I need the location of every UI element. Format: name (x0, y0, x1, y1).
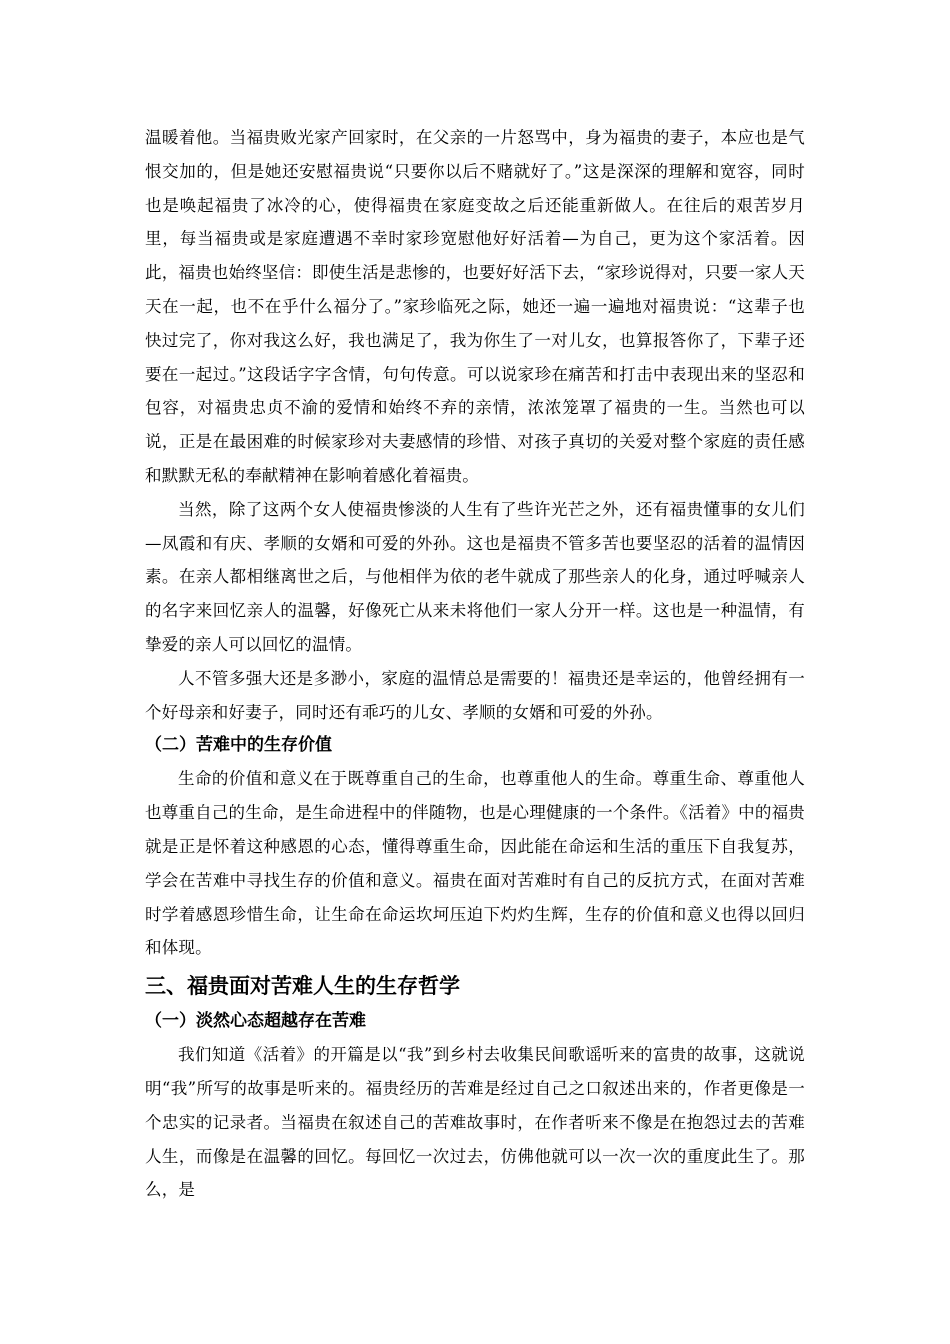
body-paragraph: 生命的价值和意义在于既尊重自己的生命，也尊重他人的生命。尊重生命、尊重他人也尊重自己的生命，是生命进程中的伴随物，也是心理健康的一个条件。《活着》中的福贵就是正是怀着这种感恩的心态，懂得尊重生命，因此能在命运和生活的重压下自我复苏，学会在苦难中寻找生存的价值和意义。福贵在面对苦难时有自己的反抗方式，在面对苦难时学着感恩珍惜生命，让生命在命运坎坷压迫下灼灼生辉，生存的价值和意义也得以回归和体现。 (145, 769, 805, 958)
document-body (145, 121, 805, 1207)
body-paragraph: 我们知道《活着》的开篇是以“我”到乡村去收集民间歌谣听来的富贵的故事，这就说明“我”所写的故事是听来的。福贵经历的苦难是经过自己之口叙述出来的，作者更像是一个忠实的记录者。当福贵在叙述自己的苦难故事时，在作者听来不像是在抱怨过去的苦难人生，而像是在温馨的回忆。每回忆一次过去，仿佛他就可以一次一次的重度此生了。那么，是 (145, 1045, 805, 1200)
chapter-heading: 三、福贵面对苦难人生的生存哲学 (145, 974, 460, 999)
body-paragraph: 人不管多强大还是多渺小，家庭的温情总是需要的！福贵还是幸运的，他曾经拥有一个好母亲和好妻子，同时还有乖巧的儿女、孝顺的女婿和可爱的外孙。 (145, 668, 805, 722)
body-paragraph: 当然，除了这两个女人使福贵惨淡的人生有了些许光芒之外，还有福贵懂事的女儿们—凤霞和有庆、孝顺的女婿和可爱的外孙。这也是福贵不管多苦也要坚忍的活着的温情因素。在亲人都相继离世之后，与他相伴为依的老牛就成了那些亲人的化身，通过呼喊亲人的名字来回忆亲人的温馨，好像死亡从来未将他们一家人分开一样。这也是一种温情，有挚爱的亲人可以回忆的温情。 (145, 499, 805, 654)
body-paragraph: 温暖着他。当福贵败光家产回家时，在父亲的一片怒骂中，身为福贵的妻子，本应也是气恨交加的，但是她还安慰福贵说“只要你以后不赌就好了。”这是深深的理解和宽容，同时也是唤起福贵了冰冷的心，使得福贵在家庭变故之后还能重新做人。在往后的艰苦岁月里，每当福贵或是家庭遭遇不幸时家珍宽慰他好好活着—为自己，更为这个家活着。因此，福贵也始终坚信：即使生活是悲惨的，也要好好活下去，“家珍说得对，只要一家人天天在一起，也不在乎什么福分了。”家珍临死之际，她还一遍一遍地对福贵说：“这辈子也快过完了，你对我这么好，我也满足了，我为你生了一对儿女，也算报答你了，下辈子还要在一起过。”这段话字字含情，句句传意。可以说家珍在痛苦和打击中表现出来的坚忍和包容，对福贵忠贞不渝的爱情和始终不弃的亲情，浓浓笼罩了福贵的一生。当然也可以说，正是在最困难的时候家珍对夫妻感情的珍惜、对孩子真切的关爱对整个家庭的责任感和默默无私的奉献精神在影响着感化着福贵。 (145, 128, 805, 485)
section-heading: （一）淡然心态超越存在苦难 (145, 1011, 366, 1032)
section-heading: （二）苦难中的生存价值 (145, 735, 332, 756)
